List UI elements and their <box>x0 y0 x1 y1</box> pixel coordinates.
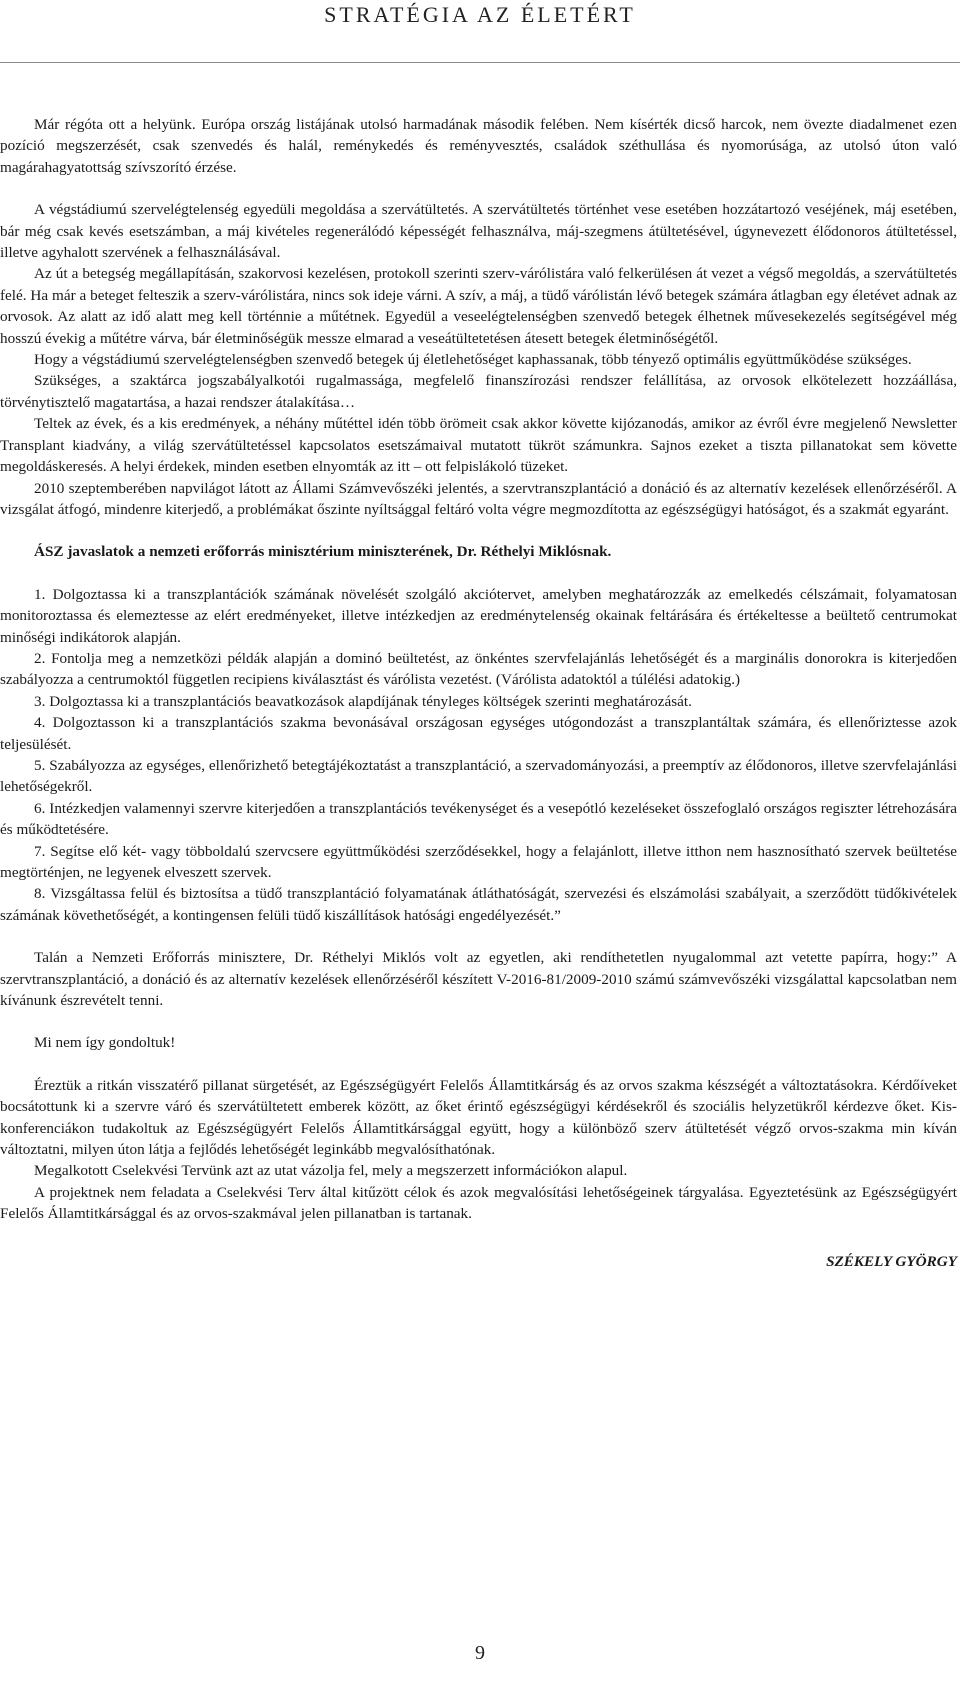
article-body <box>0 114 957 1272</box>
paragraph-transplant-solution: A végstádiumú szervelégtelenség egyedüli megoldása a szervátültetés. A szervátültetés történhet vese esetében hozzátartozó veséjének, máj esetében, bár még csak kevés esetszámban, a máj kivételes regenerálódó képességét felhasználva, máj-szegmens átültetésével, úgynevezett élődonoros átültetéssel, illetve agyhalott szervének a felhasználásával. <box>0 201 957 262</box>
recommendations-heading: ÁSZ javaslatok a nemzeti erőforrás minisztérium miniszterének, Dr. Réthelyi Miklósnak. <box>34 543 612 561</box>
recommendation-item: 3. Dolgoztassa ki a transzplantációs beavatkozások alapdíjának tényleges költségek szerinti meghatározását. <box>34 692 692 710</box>
paragraph-disagreement: Mi nem így gondoltuk! <box>34 1034 176 1052</box>
header-rule <box>0 62 960 63</box>
recommendation-item: 2. Fontolja meg a nemzetközi példák alapján a dominó beültetést, az önkéntes szervfelajánlás lehetőségét és a marginális donorokra is kiterjedően szabályozza a centrumoktól független recipiens kiválasztást és várólista vezetést. (Várólista adatoktól a túlélési adatokig.) <box>0 649 957 689</box>
recommendation-item: 7. Segítse elő két- vagy többoldalú szervcsere együttműködési szerződésekkel, hogy a felajánlott, illetve itthon nem hasznosítható szervek beültetése megtörténjen, ne legyenek elveszett szervek. <box>0 842 957 881</box>
paragraph-minister-response: Talán a Nemzeti Erőforrás minisztere, Dr. Réthelyi Miklós volt az egyetlen, aki rendíthetetlen nyugalommal azt vetette papírra, hogy:” A szervtranszplantáció, a donáció és az alternatív kezelések ellenőrzéséről készített V-2016-81/2009-2010 számú számvevőszéki vizsgálattal kapcsolatban nem kívánunk észrevételt tenni. <box>0 949 957 1010</box>
recommendation-item: 4. Dolgoztasson ki a transzplantációs szakma bevonásával országosan egységes utógondozást a transzplantáltak számára, és ellenőriztesse azok teljesülését. <box>0 714 957 753</box>
recommendation-item: 1. Dolgoztassa ki a transzplantációk számának növelését szolgáló akciótervet, amelyben meghatározzák az emelkedés célszámait, folyamatosan monitoroztassa és elemeztesse az elért eredményeket, illetve intézkedjen az eredménytelenség okainak feltárására és értékeltesse a beültető centrumokat minőségi indikátorok alapján. <box>0 585 957 646</box>
page-number: 9 <box>475 1642 485 1664</box>
paragraph-actions: Éreztük a ritkán visszatérő pillanat sürgetését, az Egészségügyért Felelős Államtitkárság és az orvos szakma készségét a változtatásokra. Kérdőíveket bocsátottunk ki a szervre váró és szervátültetett emberek között, az őket érintő egészségügyi kérdésekről és szociális helyzetükről kérdezve őket. Kis-konferenciákon tudakoltuk az Egészségügyért Felelős Államtitkársággal együtt, hogy a különböző szerv átültetését végző orvos-szakma min kíván változtatni, milyen úton látja a fejlődés lehetőségét leginkább megvalósíthatónak. <box>0 1076 957 1159</box>
author-signature: SZÉKELY GYÖRGY <box>826 1252 957 1270</box>
paragraph-action-plan: Megalkotott Cselekvési Tervünk azt az utat vázolja fel, mely a megszerzett információkon alapul. <box>34 1162 628 1180</box>
recommendation-item: 6. Intézkedjen valamennyi szervre kiterjedően a transzplantációs tevékenységet és a vesepótló kezeléseket összefoglaló országos regiszter létrehozására és működtetésére. <box>0 799 957 839</box>
paragraph-waiting-list: Az út a betegség megállapításán, szakorvosi kezelésen, protokoll szerinti szerv-várólistára való felkerülésen át vezet a végső megoldás, a szervátültetés felé. Ha már a beteget felteszik a szerv-várólistára, nincs sok ideje várni. A szív, a máj, a tüdő várólistán lévő betegek számára átlagban egy életévet adnak az orvosok. Az alatt az idő alatt meg kell történnie a műtétnek. Egyedül a veseelégtelenségben szenvedő betegek élhetnek művesekezelés segítségével még hosszú évekig a műtétre várva, bár életminőségük messze elmarad a veseátültetetésen átesett betegek életminőségétől. <box>0 265 957 347</box>
paragraph-cooperation: Hogy a végstádiumú szervelégtelenségben szenvedő betegek új életlehetőséget kaphassanak, több tényező optimális együttműködése szükséges. <box>34 351 912 369</box>
recommendation-item: 8. Vizsgáltassa felül és biztosítsa a tüdő transzplantáció folyamatának átláthatóságát, szervezési és elszámolási szabályait, a szerződött tüdőkivételek számának követhetőségét, a kontingensen felüli tüdő kiszállítások hatósági engedélyezését.” <box>0 885 957 924</box>
paragraph-audit-report: 2010 szeptemberében napvilágot látott az Állami Számvevőszéki jelentés, a szervtranszplantáció a donáció és az alternatív kezelések ellenőrzéséről. A vizsgálat átfogó, mindenre kiterjedő, a problémákat őszinte nyíltsággal feltáró volta végre megmozdította az egészségügyi hatóságot, és a szakmát egyaránt. <box>0 479 957 518</box>
paragraph-requirements: Szükséges, a szaktárca jogszabályalkotói rugalmassága, megfelelő finanszírozási rendszer felállítása, az orvosok elkötelezett hozzáállása, törvénytisztelő magatartása, a hazai rendszer átalakítása… <box>0 372 957 411</box>
paragraph-intro: Már régóta ott a helyünk. Európa ország listájának utolsó harmadának második felében. Nem kísérték dicső harcok, nem övezte diadalmenet ezen pozíció megszerzését, csak szenvedés és halál, reménykedés és reményvesztés, családok széthullása és nyomorúsága, az utolsó úton való magárahagyatottság szívszorító érzése. <box>0 116 957 176</box>
paragraph-project: A projektnek nem feladata a Cselekvési Terv által kitűzött célok és azok megvalósítási lehetőségeinek tárgyalása. Egyeztetésünk az Egészségügyért Felelős Államtitkársággal és az orvos-szakmával jelen pillanatban is tartanak. <box>0 1183 957 1223</box>
paragraph-years: Teltek az évek, és a kis eredmények, a néhány műtéttel idén több örömeit csak akkor követte kijózanodás, amikor az évről évre megjelenő Newsletter Transplant kiadvány, a világ szervátültetéssel kapcsolatos esetszámaival mutatott tükröt számunkra. Sajnos ezeket a tiszta pillanatokat sem követte megoldáskeresés. A helyi érdekek, minden esetben elnyomták az itt – ott felpislákoló tüzeket. <box>0 415 957 476</box>
running-header-title: STRATÉGIA AZ ÉLETÉRT <box>324 2 636 27</box>
running-header <box>0 0 960 28</box>
recommendation-item: 5. Szabályozza az egységes, ellenőrizhető betegtájékoztatást a transzplantáció, a szervadományozási, a preemptív az élődonoros, illetve szervfelajánlási lehetőségekről. <box>0 756 957 796</box>
